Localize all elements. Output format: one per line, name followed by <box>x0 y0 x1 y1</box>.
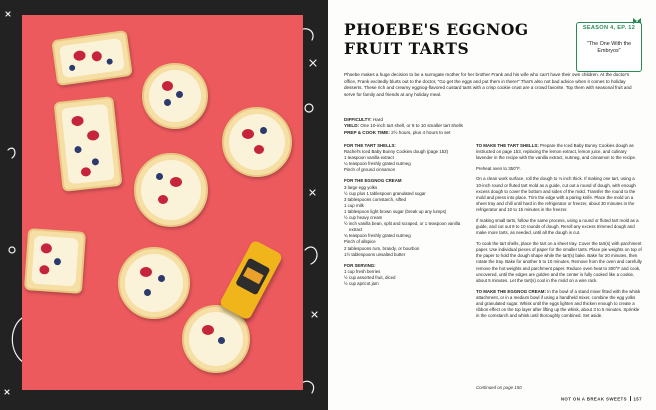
method-paragraph <box>476 241 642 284</box>
tarts-photo <box>22 15 303 390</box>
recipe-meta <box>344 117 504 136</box>
tart-round-4 <box>118 247 190 319</box>
ingredient-line: 1½ tablespoons unsalted butter <box>344 251 406 257</box>
ingredient-line: ½ cup heavy cream <box>344 215 383 221</box>
method-lead: TO MAKE THE EGGNOG CREAM: <box>476 288 546 294</box>
badge-episode: "The One With the Embryos" <box>586 41 632 54</box>
ingredient-line: ½ cup plus 1 tablespoon granulated sugar <box>344 190 426 196</box>
method-paragraph <box>476 143 642 162</box>
method-steps <box>476 143 642 324</box>
ingredient-line: 2 tablespoons rum, brandy, or bourbon <box>344 245 420 251</box>
page-number: 157 <box>633 396 642 402</box>
recipe-title <box>344 20 534 58</box>
ingredient-line: 1 tablespoon light brown sugar (break up any lumps) <box>344 208 447 214</box>
tart-rect-2 <box>53 96 122 192</box>
footer-section: NOT ON A BREAK SWEETS <box>560 396 627 402</box>
ingredient-line: 1 cup milk <box>344 202 364 208</box>
tart-round-1 <box>142 63 208 129</box>
tart-rect-3 <box>24 228 86 294</box>
continued-note: Continued on page 150 <box>476 385 522 390</box>
ingredient-line: Pinch of ground cinnamon <box>344 167 396 173</box>
recipe-title-line-1: PHOEBE'S EGGNOG <box>344 20 529 39</box>
method-text: If making small tarts, follow the same process, using a round or fluted tart mold as a guide, and cut out 8 to 10 rounds of dough. Reroll any excess trimmed dough and make more tarts, as needed, until all the dough is cut. <box>476 217 639 236</box>
tart-round-3 <box>134 153 208 227</box>
badge-season: SEASON 4, EP. 12 <box>582 25 636 31</box>
ingredient-heading: FOR THE TART SHELLS: <box>344 143 396 148</box>
method-paragraph <box>476 176 642 213</box>
ingredient-line: ¼ teaspoon freshly grated nutmeg <box>344 161 411 167</box>
method-paragraph <box>476 289 642 320</box>
ingredient-heading: FOR THE EGGNOG CREAM <box>344 178 402 184</box>
ingredient-line: ½ inch vanilla bean, split and scraped, or 1 teaspoon vanilla extract <box>344 221 461 233</box>
tart-rect-1 <box>51 30 133 86</box>
page-footer <box>561 396 642 402</box>
episode-badge <box>576 22 642 72</box>
meta-difficulty: DIFFICULTY: Hard <box>344 117 383 122</box>
meta-time: PREP & COOK TIME: 2½ hours, plus 4 hours to set <box>344 129 451 135</box>
ingredient-line: Pinch of allspice <box>344 239 376 245</box>
ingredients-list <box>344 143 464 287</box>
ingredient-line: Rachel's Iced Baby Bunny Cookies dough (page 153) <box>344 149 449 155</box>
method-paragraph <box>476 166 642 172</box>
method-text: Prepare the Iced Baby Bunny Cookies dough as instructed on page 153, replacing the lemon extract, lemon juice, and culinary lavender in the recipe with the vanilla extract, nutmeg, and cinnamon to the recipe. <box>476 143 637 161</box>
method-lead: TO MAKE THE TART SHELLS: <box>476 143 539 148</box>
meta-yield: YIELD: One 10-inch tart shell, or 8 to 10 smaller tart shells <box>344 123 463 129</box>
ingredient-heading: FOR SERVING: <box>344 262 376 268</box>
ingredient-line: ½ cup assorted fruit, diced <box>344 274 396 280</box>
ingredient-line: 3 large egg yolks <box>344 184 378 190</box>
ingredient-line: 3 tablespoons cornstarch, sifted <box>344 196 406 202</box>
method-text: Preheat oven to 350°F. <box>476 165 521 171</box>
method-text: To cook the tart shells, place the tart on a sheet tray. Cover the tart(s) with parchment paper. Use individual pieces of paper for the smaller tarts. Place pie weights on top of the paper to hold the dough shape while the tart(s) bake. Bake for 20 minutes, then rotate the tray. Bake for another 5 to 10 minutes. Remove from the oven and carefully remove the hot weights and parchment paper. Reduce oven heat to 300°F and cook, uncovered, until the edges are golden and the center is fully cooked like a cookie, about 5 minutes. Let the tart(s) cool in the mold on a wire rack. <box>476 240 642 284</box>
right-page-recipe <box>328 0 656 410</box>
recipe-intro: Phoebe makes a huge decision to be a surrogate mother for her brother Frank and his wife who can't have their own children. At the doctor's office, Frank excitedly blurts out to the doctor, "Go get the eggs and put them in there!" That's also not bad advice when it comes to holiday desserts. These rich and creamy eggnog-flavored custard tarts with a crisp cookie crust are a crowd favorite. Top them with seasonal fruit and serve for family and friends at any holiday meal. <box>344 72 632 97</box>
recipe-title-line-2: FRUIT TARTS <box>344 39 470 58</box>
bow-icon <box>632 17 642 25</box>
ingredient-line: 1 teaspoon vanilla extract <box>344 155 394 161</box>
method-text: In the bowl of a stand mixer fitted with the whisk attachment, or in a medium bowl if using a handheld mixer, combine the egg yolks and granulated sugar. Whisk until the eggs lighten and thicken enough to create a ribbon effect on the top layer after lifting up the whisk, about 3 to 5 minutes. Sprinkle in the cornstarch and whisk until thoroughly combined. Set aside. <box>476 288 641 319</box>
toy-taxi <box>219 239 284 320</box>
ingredient-line: ½ cup apricot jam <box>344 280 379 286</box>
ingredient-line: 1 cup fresh berries <box>344 268 381 274</box>
method-text: On a clean work surface, roll the dough to ⅛ inch thick. If making one tart, using a 10-inch round or fluted tart mold as a guide, cut out a round of dough, with enough excess dough to cover the bottom and sides of the mold. Transfer the round to the mold and press into place. Trim the edge with a paring knife. Place the mold on a sheet tray and chill until hard in the refrigerator or freezer, about 30 minutes in the refrigerator and 10 to 15 minutes in the freezer. <box>476 176 636 213</box>
method-paragraph <box>476 218 642 237</box>
tart-round-2 <box>222 107 292 177</box>
ingredient-line: ¾ teaspoon freshly grated nutmeg <box>344 233 411 239</box>
